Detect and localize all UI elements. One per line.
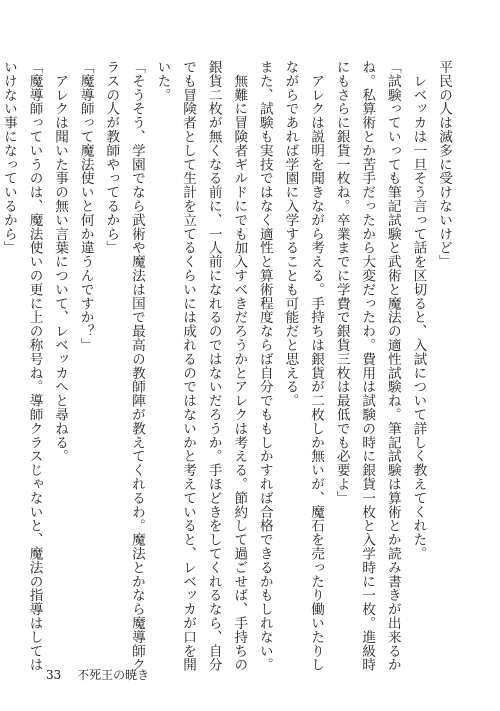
text-line: いた。 xyxy=(154,60,171,102)
page-number: 33 xyxy=(46,668,62,682)
text-line: いけない事になっているから」 xyxy=(0,60,17,255)
text-line: アレクは説明を聞きながら考える。手持ちは銀貨が二枚しか無いが、魔石を売ったり働いたりし xyxy=(308,60,325,672)
text-line: でも冒険者として生計を立てるくらいには成れるのではないかと考えていると、レベッカが口を開 xyxy=(180,60,197,672)
text-line: また、試験も実技ではなく適性と算術程度ならば自分でももしかすれば合格できるかもしれない。 xyxy=(256,60,273,672)
text-line: ね。私算術とか苦手だったから大変だったわ。費用は試験の時に銀貨一枚と入学時に一枚。進級時 xyxy=(359,60,376,672)
text-line: 銀貨二枚が無くなる前に、一人前になれるのではないだろうか。手ほどきをしてくれるなら、自分 xyxy=(205,60,222,672)
text-line: 「魔導師って魔法使いと何か違うんですか？」 xyxy=(77,60,94,352)
body-text xyxy=(0,60,456,672)
text-line: にもさらに銀貨一枚ね。卒業までに学費で銀貨三枚は最低でも必要よ」 xyxy=(333,60,350,505)
text-line: ながらであれば学園に入学することも可能だと思える。 xyxy=(282,60,299,408)
text-line: 無難に冒険者ギルドにでも加入すべきだろうかとアレクは考える。節約して過ごせば、手持ちの xyxy=(231,60,248,672)
text-line: アレクは聞いた事の無い言葉について、レベッカへと尋ねる。 xyxy=(52,60,69,464)
page-footer xyxy=(46,666,149,683)
text-line: 「魔導師っていうのは、魔法使いの更に上の称号ね。導師クラスじゃないと、魔法の指導はしては xyxy=(26,60,43,672)
text-line: ラスの人が教師やってるから」 xyxy=(103,60,120,255)
text-line: 「そうそう、学園でなら武術や魔法は国で最高の教師陣が教えてくれるわ。魔法とかなら魔導師ク xyxy=(128,60,145,672)
text-line: 「試験っていっても筆記試験と武術と魔法の適性試験ね。筆記試験は算術とか読み書きが出来るか xyxy=(384,60,401,672)
text-line: 平民の人は滅多に受けないけど」 xyxy=(436,60,452,269)
text-line: レベッカは一旦そう言って話を区切ると、入試について詳しく教えてくれた。 xyxy=(410,60,427,561)
book-title: 不死王の暁き xyxy=(77,668,150,682)
